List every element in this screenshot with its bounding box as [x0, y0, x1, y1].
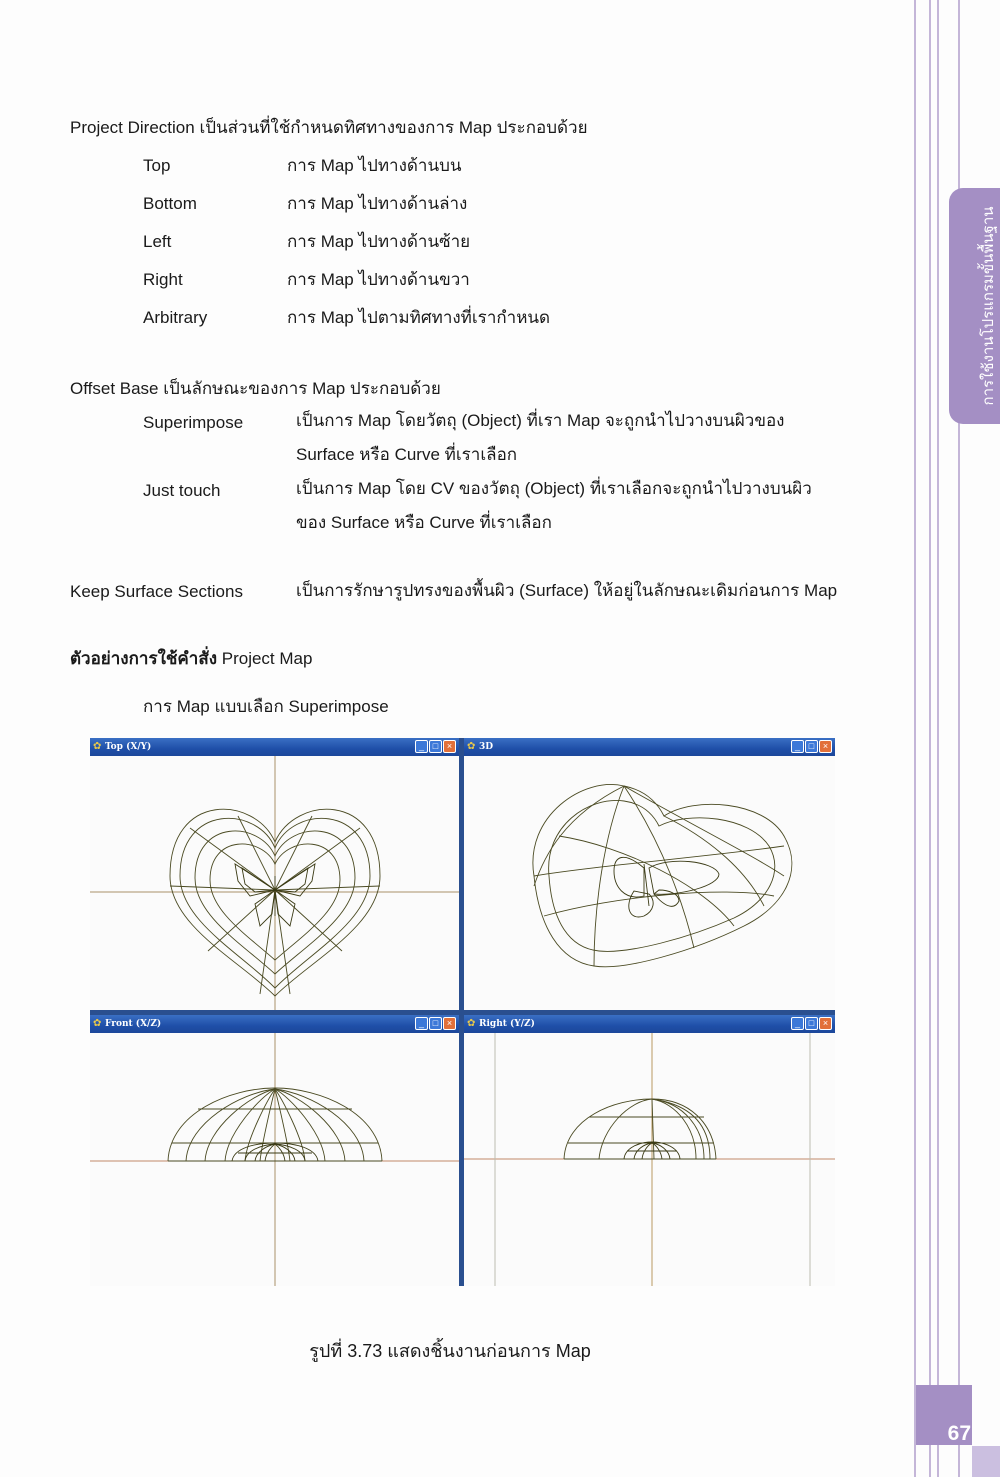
direction-desc: การ Map ไปตามทิศทางที่เรากำหนด	[287, 308, 551, 327]
offset-desc-line: เป็นการ Map โดย CV ของวัตถุ (Object) ที่เราเลือกจะถูกนำไปวางบนผิว	[296, 479, 812, 498]
front-view-canvas[interactable]	[90, 1033, 459, 1286]
close-button[interactable]: ×	[443, 740, 456, 753]
chapter-tab	[949, 188, 1000, 424]
viewport-titlebar[interactable]	[464, 1015, 835, 1033]
example-subheading: การ Map แบบเลือก Superimpose	[143, 697, 389, 716]
page-number-box	[916, 1385, 972, 1445]
direction-term: Arbitrary	[143, 308, 208, 327]
viewport-right[interactable]	[464, 1015, 835, 1286]
project-direction-term: Project Direction	[70, 118, 195, 137]
viewport-titlebar[interactable]	[90, 1015, 459, 1033]
minimize-button[interactable]: _	[791, 740, 804, 753]
maximize-button[interactable]: □	[805, 740, 818, 753]
keep-surface-term: Keep Surface Sections	[70, 582, 243, 601]
offset-base-intro	[70, 378, 441, 400]
viewport-titlebar[interactable]	[464, 738, 835, 756]
offset-base-text: เป็นลักษณะของการ Map ประกอบด้วย	[163, 379, 441, 398]
viewport-title: Right (Y/Z)	[479, 1019, 535, 1029]
viewport-front[interactable]	[90, 1015, 459, 1286]
viewport-title: Top (X/Y)	[105, 742, 152, 752]
dome-side-wireframe	[564, 1099, 716, 1159]
chapter-tab-label: การใช้งานโปรแกรมขั้นพื้นฐาน	[979, 206, 997, 406]
offset-base-term: Offset Base	[70, 379, 159, 398]
example-heading-en: Project Map	[221, 649, 313, 668]
page-number: 67	[947, 1422, 971, 1445]
margin-rail	[929, 0, 931, 1477]
close-button[interactable]: ×	[819, 740, 832, 753]
3d-view-canvas[interactable]	[464, 756, 835, 1010]
right-view-canvas[interactable]	[464, 1033, 835, 1286]
app-icon: ✿	[93, 741, 102, 752]
maximize-button[interactable]: □	[429, 740, 442, 753]
offset-desc-line: ของ Surface หรือ Curve ที่เราเลือก	[296, 513, 552, 532]
margin-rail	[914, 0, 916, 1477]
margin-rail	[937, 0, 939, 1477]
direction-desc: การ Map ไปทางด้านบน	[287, 156, 462, 175]
butterfly-3d-wireframe	[614, 857, 719, 917]
minimize-button[interactable]: _	[415, 740, 428, 753]
heart-3d-wireframe	[533, 784, 792, 966]
direction-desc: การ Map ไปทางด้านซ้าย	[287, 232, 471, 251]
viewport-top[interactable]	[90, 738, 459, 1010]
viewport-titlebar[interactable]	[90, 738, 459, 756]
direction-term: Top	[143, 156, 171, 175]
offset-term: Just touch	[143, 481, 221, 500]
top-view-canvas[interactable]	[90, 756, 459, 1010]
viewport-screenshot	[90, 738, 835, 1286]
viewport-title: Front (X/Z)	[105, 1019, 162, 1029]
maximize-button[interactable]: □	[805, 1017, 818, 1030]
maximize-button[interactable]: □	[429, 1017, 442, 1030]
keep-surface-desc: เป็นการรักษารูปทรงของพื้นผิว (Surface) ให้อยู่ในลักษณะเดิมก่อนการ Map	[296, 581, 838, 600]
page-corner-block	[972, 1446, 1000, 1477]
project-direction-intro	[70, 117, 588, 139]
app-icon: ✿	[93, 1018, 102, 1029]
direction-term: Bottom	[143, 194, 197, 213]
direction-desc: การ Map ไปทางด้านขวา	[287, 270, 470, 289]
viewport-title: 3D	[479, 742, 494, 752]
offset-desc-line: Surface หรือ Curve ที่เราเลือก	[296, 445, 518, 464]
app-icon: ✿	[467, 741, 476, 752]
offset-desc-line: เป็นการ Map โดยวัตถุ (Object) ที่เรา Map จะถูกนำไปวางบนผิวของ	[296, 411, 785, 430]
direction-desc: การ Map ไปทางด้านล่าง	[287, 194, 468, 213]
project-direction-text: เป็นส่วนที่ใช้กำหนดทิศทางของการ Map ประกอบด้วย	[199, 118, 588, 137]
minimize-button[interactable]: _	[415, 1017, 428, 1030]
viewport-3d[interactable]	[464, 738, 835, 1010]
direction-term: Left	[143, 232, 172, 251]
app-icon: ✿	[467, 1018, 476, 1029]
direction-term: Right	[143, 270, 183, 289]
close-button[interactable]: ×	[443, 1017, 456, 1030]
example-heading	[70, 648, 312, 670]
offset-term: Superimpose	[143, 413, 244, 432]
figure-caption: รูปที่ 3.73 แสดงชิ้นงานก่อนการ Map	[309, 1341, 591, 1361]
close-button[interactable]: ×	[819, 1017, 832, 1030]
minimize-button[interactable]: _	[791, 1017, 804, 1030]
example-heading-thai: ตัวอย่างการใช้คำสั่ง	[70, 649, 218, 668]
